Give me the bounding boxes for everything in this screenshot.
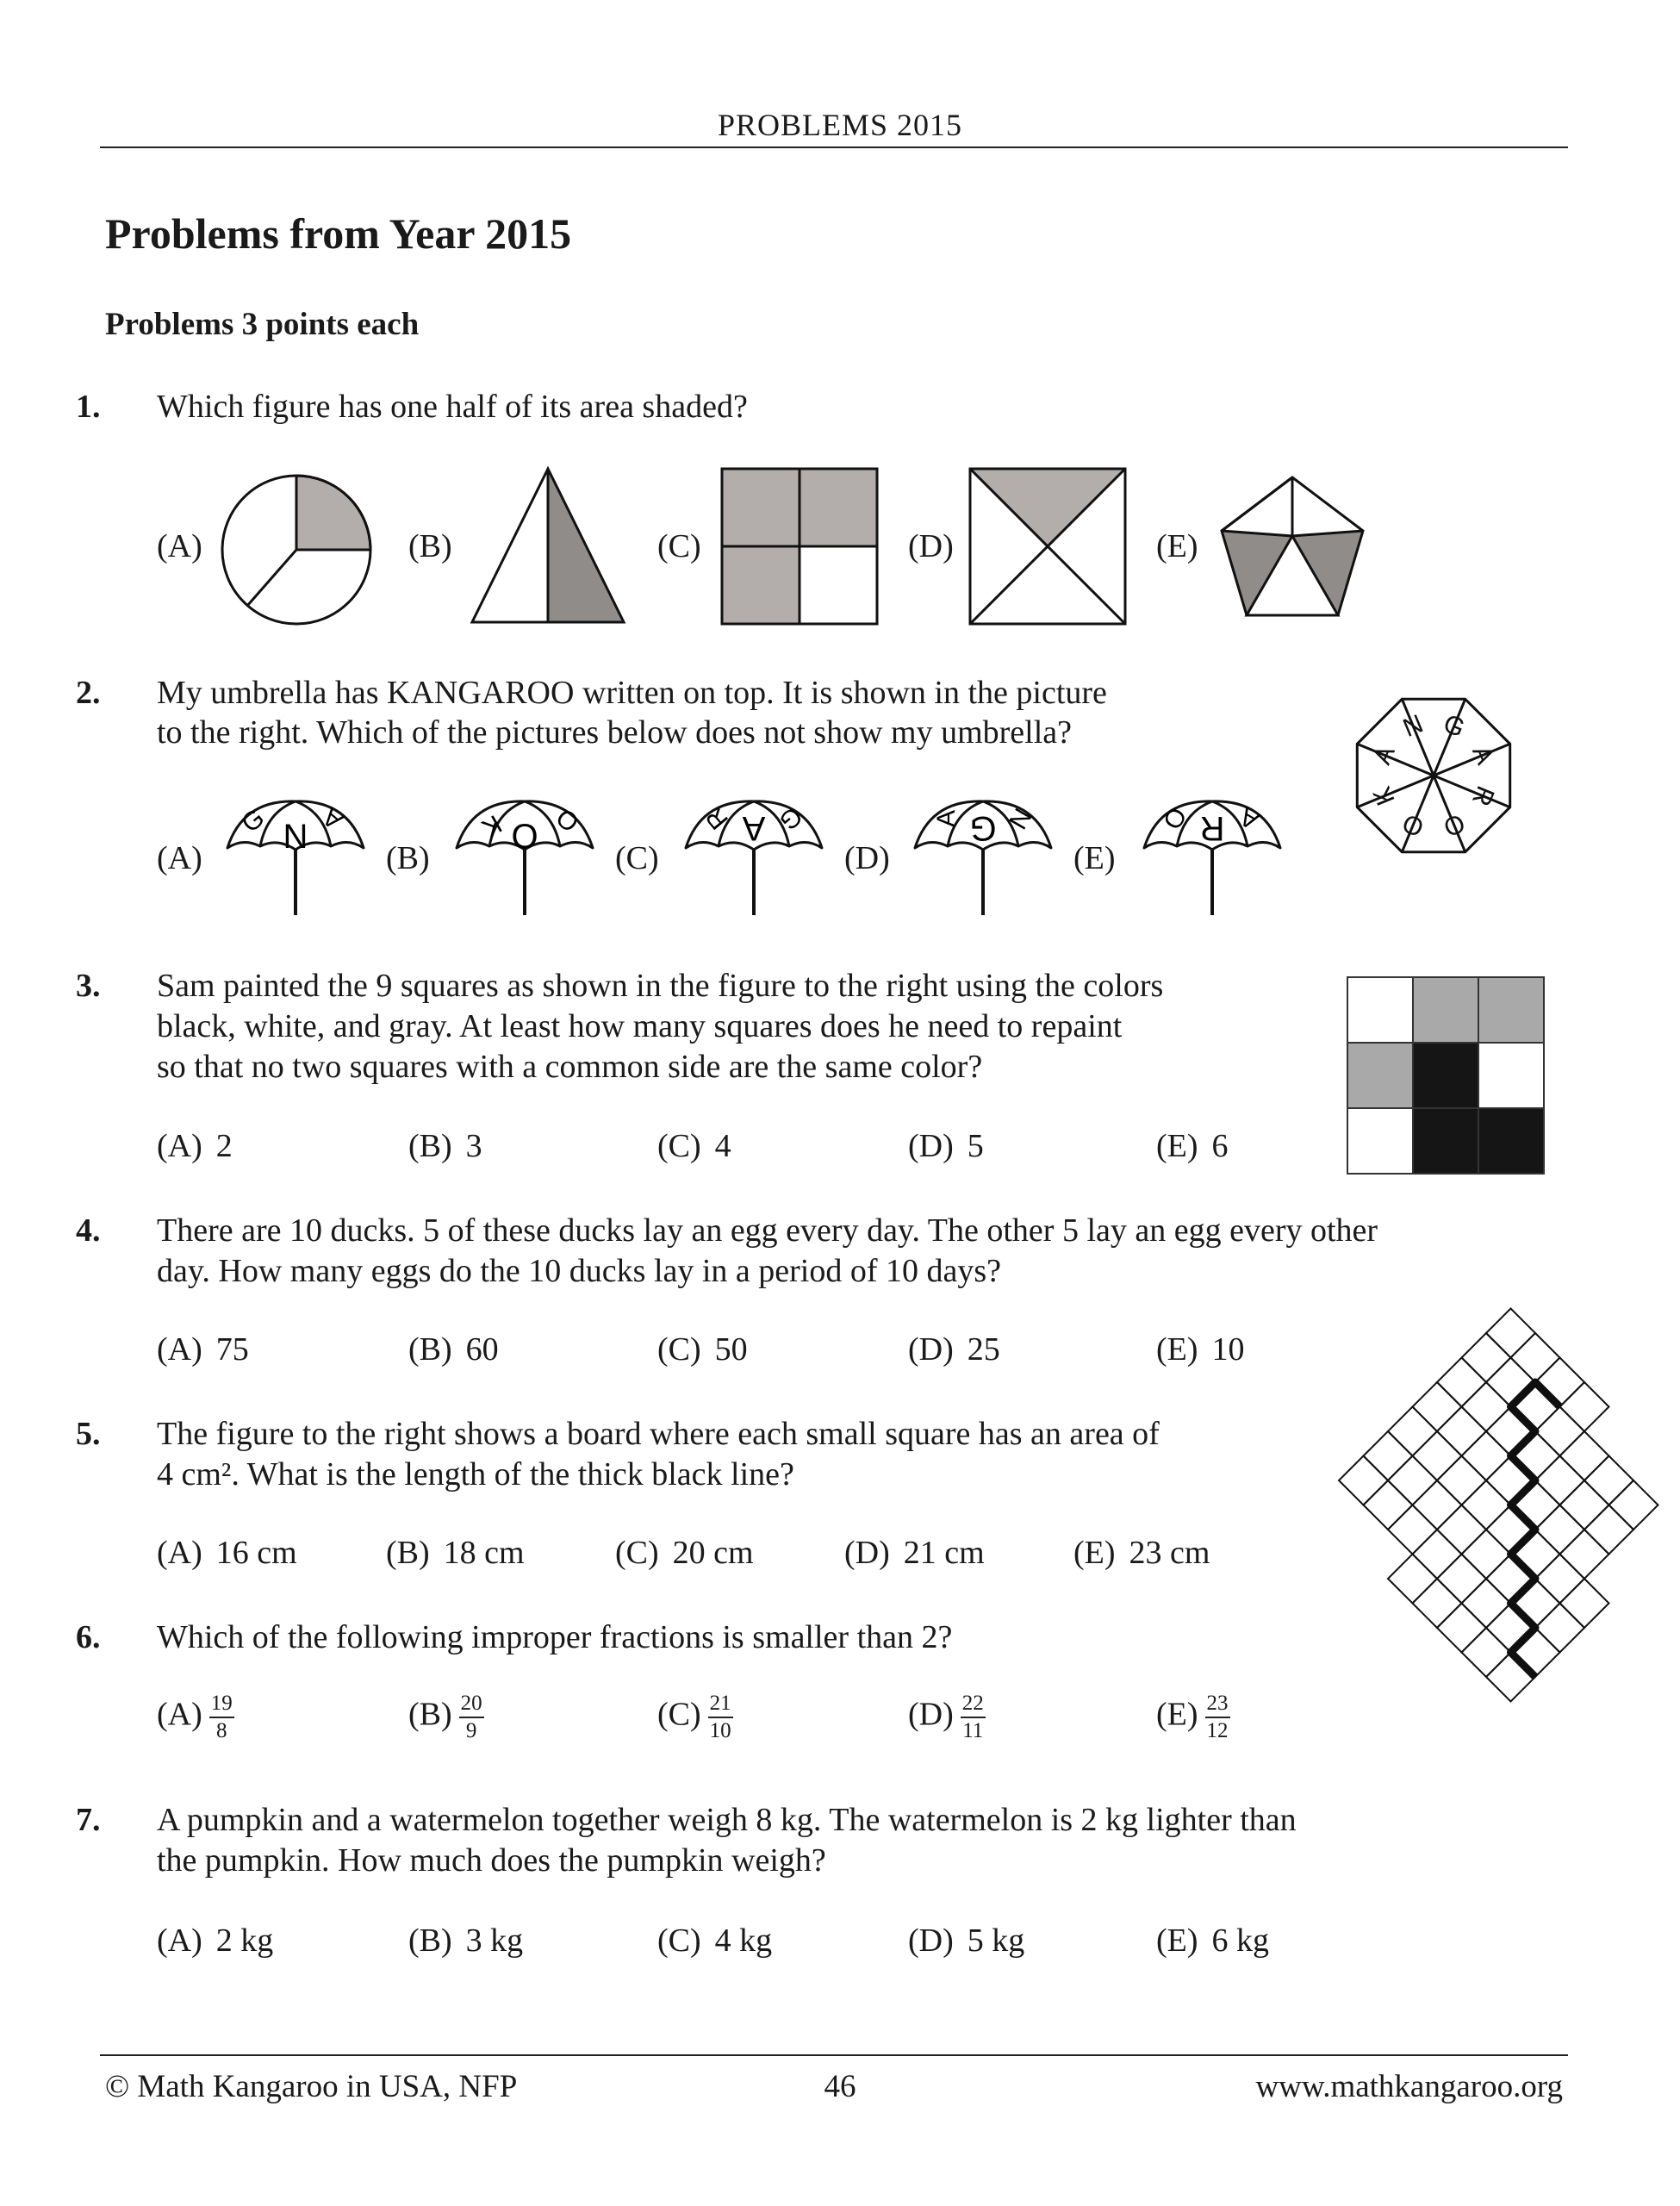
board-cell (1535, 1555, 1584, 1604)
board-cell (1560, 1530, 1609, 1579)
option-label: (D) (908, 1922, 954, 1959)
option-value: 18 cm (443, 1535, 525, 1571)
q6-option-b (408, 1691, 484, 1744)
option-label: (B) (408, 1922, 452, 1959)
board-cell (1462, 1382, 1511, 1431)
option-label: (D) (844, 1535, 890, 1571)
q5-diamond-board (1310, 1375, 1534, 1617)
option-label: (E) (1156, 1922, 1198, 1959)
q1-figure-d-square (968, 467, 1127, 626)
q2-umbrella-b (451, 798, 598, 919)
board-cell (1486, 1309, 1535, 1358)
board-cell (1413, 1579, 1462, 1628)
fraction (1205, 1691, 1230, 1744)
q3-option-a (157, 1127, 233, 1165)
option-value: 75 (215, 1331, 249, 1368)
umbrella-letter: A (1235, 801, 1265, 835)
q7-option-c (657, 1922, 772, 1960)
q2-option-c-label: (C) (615, 840, 659, 876)
q2-option-b-label: (B) (386, 840, 430, 876)
umbrella-letter: N (1002, 803, 1037, 834)
board-cell (1437, 1456, 1486, 1505)
question-5-line-2: 4 cm². What is the length of the thick black line? (157, 1456, 794, 1492)
umbrella-letter: G (236, 803, 271, 838)
fraction (459, 1691, 484, 1744)
page-title: Problems from Year 2015 (105, 209, 572, 258)
denominator: 8 (216, 1719, 227, 1742)
running-header: PROBLEMS 2015 (717, 108, 963, 142)
fraction (209, 1691, 234, 1744)
question-3-number: 3. (76, 968, 101, 1004)
question-6-text: Which of the following improper fractions is smaller than 2? (157, 1619, 953, 1655)
q5-option-e (1073, 1534, 1210, 1572)
option-value: 5 (967, 1128, 984, 1164)
umbrella-letter: O (1158, 802, 1193, 835)
option-value: 6 kg (1211, 1922, 1270, 1959)
option-label: (A) (157, 1696, 202, 1733)
board-cell (1535, 1407, 1584, 1456)
board-cell (1609, 1480, 1658, 1530)
option-value: 21 cm (903, 1535, 985, 1571)
board-cell (1560, 1431, 1609, 1480)
q6-option-d (908, 1691, 986, 1744)
board-cell (1584, 1505, 1633, 1555)
grid-cell-black (1413, 1043, 1478, 1108)
grid-cell-black (1413, 1108, 1478, 1174)
board-cell (1388, 1555, 1437, 1604)
umbrella-letter: R (700, 801, 734, 835)
grid-cell-white (1478, 1043, 1544, 1108)
q1-option-b-label: (B) (408, 528, 452, 564)
footer-page-number: 46 (824, 2069, 856, 2104)
board-cell (1437, 1604, 1486, 1653)
option-label: (D) (908, 1331, 954, 1368)
q2-umbrella-a (222, 798, 369, 919)
board-cell (1437, 1358, 1486, 1407)
q1-option-a-label: (A) (157, 528, 202, 564)
board-cell (1511, 1480, 1560, 1530)
board-cell (1486, 1456, 1535, 1505)
footer-copyright: © Math Kangaroo in USA, NFP (105, 2069, 518, 2104)
board-cell (1560, 1579, 1609, 1628)
question-2-line-2: to the right. Which of the pictures below does not show my umbrella? (157, 714, 1073, 751)
option-value: 4 kg (714, 1922, 773, 1959)
board-cell (1535, 1358, 1584, 1407)
umbrella-letter: R (1199, 809, 1225, 847)
q1-option-e-label: (E) (1156, 528, 1198, 564)
option-label: (C) (657, 1922, 701, 1959)
board-cell (1511, 1530, 1560, 1579)
q1-option-d-label: (D) (908, 528, 954, 564)
option-value: 4 (714, 1128, 731, 1164)
umbrella-letter: G (774, 801, 808, 836)
board-cell (1437, 1555, 1486, 1604)
board-cell (1560, 1480, 1609, 1530)
board-cell (1462, 1333, 1511, 1382)
option-label: (A) (157, 1535, 202, 1571)
umbrella-letter: O (511, 818, 538, 856)
q4-option-b (408, 1330, 499, 1368)
q7-option-d (908, 1922, 1024, 1960)
question-4-line-1: There are 10 ducks. 5 of these ducks lay an egg every day. The other 5 lay an egg every other (157, 1212, 1378, 1249)
question-4-line-2: day. How many eggs do the 10 ducks lay in a period of 10 days? (157, 1253, 1002, 1289)
question-2-number: 2. (76, 675, 101, 711)
board-cell (1535, 1604, 1584, 1653)
q4-option-a (157, 1330, 249, 1368)
question-2-line-1: My umbrella has KANGAROO written on top. It is shown in the picture (157, 675, 1107, 711)
option-value: 2 (215, 1128, 233, 1164)
board-cell (1462, 1628, 1511, 1677)
q4-option-c (657, 1330, 748, 1368)
numerator: 21 (708, 1691, 733, 1718)
board-cell (1535, 1456, 1584, 1505)
q4-option-e (1156, 1330, 1245, 1368)
board-cell (1462, 1530, 1511, 1579)
numerator: 19 (209, 1691, 234, 1718)
option-label: (C) (657, 1128, 701, 1164)
board-cell (1584, 1456, 1633, 1505)
umbrella-letter: O (1398, 807, 1428, 843)
q3-color-grid (1346, 975, 1546, 1175)
q5-option-c (615, 1534, 754, 1572)
option-value: 6 (1211, 1128, 1229, 1164)
option-label: (E) (1156, 1128, 1198, 1164)
q3-option-d (908, 1127, 984, 1165)
umbrella-letter: N (1398, 709, 1428, 744)
umbrella-letter: A (1466, 741, 1500, 769)
q2-umbrella-d (910, 798, 1056, 919)
board-cell (1339, 1456, 1388, 1505)
q2-umbrella-top-view (1347, 689, 1520, 862)
grid-cell-gray (1347, 1043, 1413, 1108)
q5-option-a (157, 1534, 297, 1572)
option-label: (D) (908, 1128, 954, 1164)
board-cell (1535, 1505, 1584, 1555)
option-value: 10 (1211, 1331, 1245, 1368)
grid-cell-white (1347, 977, 1413, 1043)
question-1-text: Which figure has one half of its area shaded? (157, 389, 748, 425)
board-cell (1388, 1407, 1437, 1456)
board-cell (1462, 1480, 1511, 1530)
board-cell (1388, 1456, 1437, 1505)
question-7-number: 7. (76, 1802, 101, 1838)
board-cell (1486, 1555, 1535, 1604)
denominator: 11 (962, 1719, 984, 1742)
question-3-line-1: Sam painted the 9 squares as shown in the figure to the right using the colors (157, 968, 1164, 1004)
q2-umbrella-e (1139, 798, 1285, 919)
q3-option-b (408, 1127, 482, 1165)
option-label: (C) (615, 1535, 659, 1571)
numerator: 22 (961, 1691, 986, 1718)
board-cell (1486, 1407, 1535, 1456)
umbrella-letter: K (476, 808, 507, 843)
question-5-number: 5. (76, 1416, 101, 1452)
board-cell (1413, 1530, 1462, 1579)
question-1-number: 1. (76, 389, 101, 425)
fraction (708, 1691, 733, 1744)
option-label: (B) (408, 1696, 452, 1733)
question-4-number: 4. (76, 1212, 101, 1249)
umbrella-letter: O (550, 803, 584, 838)
q7-option-e (1156, 1922, 1269, 1960)
board-cell (1364, 1480, 1413, 1530)
board-cell (1413, 1382, 1462, 1431)
denominator: 10 (709, 1719, 731, 1742)
thick-black-line (1511, 1382, 1560, 1677)
umbrella-letter: A (932, 809, 961, 828)
question-6-number: 6. (76, 1619, 101, 1655)
question-3-line-2: black, white, and gray. At least how many squares does he need to repaint (157, 1008, 1123, 1044)
q1-figure-e-pentagon (1218, 474, 1370, 619)
section-title: Problems 3 points each (105, 307, 420, 342)
q2-umbrella-c (681, 798, 827, 919)
q5-option-b (386, 1534, 525, 1572)
q6-option-e (1156, 1691, 1230, 1744)
footer-website[interactable]: www.mathkangaroo.org (1255, 2069, 1563, 2104)
board-cell (1364, 1431, 1413, 1480)
option-label: (B) (408, 1128, 452, 1164)
q2-option-e-label: (E) (1073, 840, 1116, 876)
option-value: 16 cm (215, 1535, 297, 1571)
option-value: 23 cm (1129, 1535, 1210, 1571)
board-cell (1437, 1505, 1486, 1555)
option-value: 50 (714, 1331, 748, 1368)
umbrella-letter: G (1439, 708, 1469, 744)
q1-figure-b-triangle (472, 465, 627, 626)
q1-figure-a-circle (219, 472, 374, 627)
option-label: (A) (157, 1331, 202, 1368)
q1-figure-c-square (720, 467, 879, 626)
board-cell (1462, 1431, 1511, 1480)
option-value: 3 kg (465, 1922, 524, 1959)
fraction (961, 1691, 986, 1744)
umbrella-letter: G (969, 809, 997, 847)
option-label: (D) (908, 1696, 954, 1733)
q7-option-a (157, 1922, 273, 1960)
grid-cell-white (1347, 1108, 1413, 1174)
board-cell (1486, 1653, 1535, 1702)
board-cell (1511, 1628, 1560, 1677)
option-label: (B) (386, 1535, 430, 1571)
numerator: 23 (1205, 1691, 1230, 1718)
board-cell (1462, 1579, 1511, 1628)
option-label: (C) (657, 1696, 701, 1733)
umbrella-letter: R (1465, 782, 1500, 811)
question-3-line-3: so that no two squares with a common side are the same color? (157, 1049, 983, 1085)
question-5-line-1: The figure to the right shows a board where each small square has an area of (157, 1416, 1160, 1452)
option-value: 20 cm (672, 1535, 754, 1571)
board-cell (1413, 1431, 1462, 1480)
option-value: 60 (465, 1331, 499, 1368)
option-label: (C) (657, 1331, 701, 1368)
option-label: (E) (1073, 1535, 1116, 1571)
grid-cell-gray (1478, 977, 1544, 1043)
option-value: 5 kg (967, 1922, 1025, 1959)
question-7-line-1: A pumpkin and a watermelon together weigh 8 kg. The watermelon is 2 kg lighter than (157, 1802, 1297, 1838)
option-label: (E) (1156, 1331, 1198, 1368)
board-cell (1511, 1431, 1560, 1480)
q1-option-c-label: (C) (657, 528, 701, 564)
board-cell (1511, 1333, 1560, 1382)
option-value: 25 (967, 1331, 1000, 1368)
numerator: 20 (459, 1691, 484, 1718)
board-cell (1413, 1480, 1462, 1530)
board-cell (1560, 1382, 1609, 1431)
grid-cell-black (1478, 1108, 1544, 1174)
umbrella-letter: O (1439, 807, 1469, 843)
board-cell (1388, 1505, 1437, 1555)
board-cell (1511, 1579, 1560, 1628)
denominator: 12 (1206, 1719, 1229, 1742)
umbrella-letter: A (317, 801, 349, 835)
q3-option-c (657, 1127, 731, 1165)
option-label: (B) (408, 1331, 452, 1368)
question-7-line-2: the pumpkin. How much does the pumpkin weigh? (157, 1842, 826, 1879)
grid-cell-gray (1413, 977, 1478, 1043)
q6-option-a (157, 1691, 234, 1744)
q2-option-a-label: (A) (157, 840, 202, 876)
q7-option-b (408, 1922, 523, 1960)
q6-option-c (657, 1691, 733, 1744)
option-value: 2 kg (215, 1922, 274, 1959)
option-value: 3 (465, 1128, 482, 1164)
footer-rule (100, 2054, 1568, 2056)
umbrella-letter: K (1367, 782, 1401, 810)
board-cell (1511, 1382, 1560, 1431)
option-label: (A) (157, 1922, 202, 1959)
umbrella-letter: N (283, 818, 308, 856)
denominator: 9 (465, 1719, 477, 1742)
q4-option-d (908, 1330, 1000, 1368)
q2-option-d-label: (D) (844, 840, 890, 876)
umbrella-letter: A (742, 809, 766, 847)
board-cell (1486, 1505, 1535, 1555)
umbrella-letter: A (1367, 741, 1401, 769)
q3-option-e (1156, 1127, 1229, 1165)
board-cell (1486, 1604, 1535, 1653)
board-cell (1486, 1358, 1535, 1407)
q5-option-d (844, 1534, 985, 1572)
board-cell (1437, 1407, 1486, 1456)
header-rule (100, 146, 1568, 148)
option-label: (E) (1156, 1696, 1198, 1733)
option-label: (A) (157, 1128, 202, 1164)
